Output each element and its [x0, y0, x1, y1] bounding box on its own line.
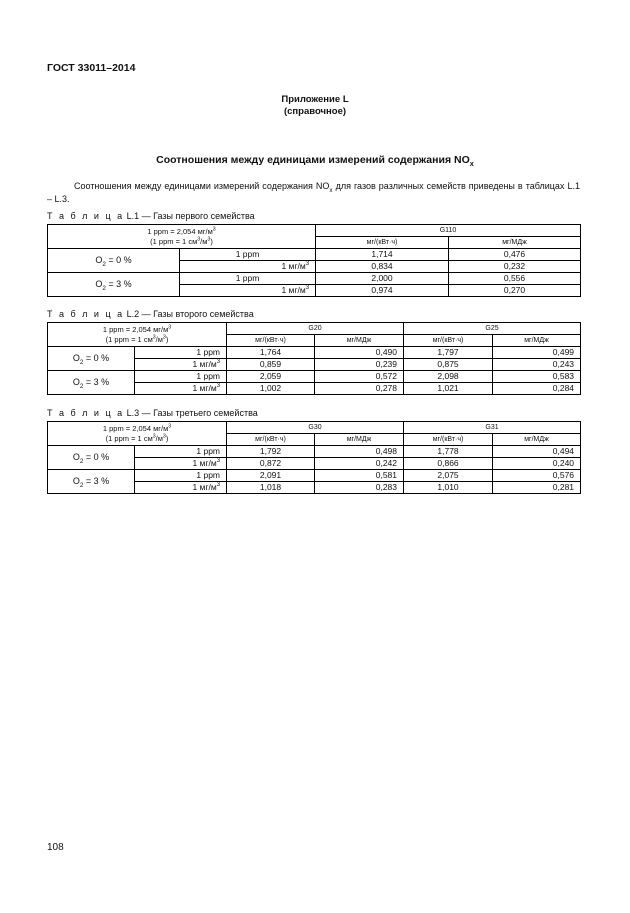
cell: 0,872: [227, 458, 315, 470]
cell: 0,283: [315, 482, 404, 494]
cell: 2,000: [316, 273, 449, 285]
annex-subtitle: (справочное): [283, 106, 347, 117]
o2-0-label: $O_2 = 0$ %: [48, 446, 135, 470]
cell: 2,075: [404, 470, 493, 482]
unit-ppm: 1 ppm: [135, 470, 227, 482]
section-title-text: Соотношения между единицами измерений содержания NO: [156, 154, 470, 166]
unit-mg-kwh: мг/(кВт·ч): [227, 335, 315, 347]
section-title-subscript: x: [469, 159, 474, 169]
annex-title: Приложение L: [281, 94, 349, 105]
unit-ppm: 1 ppm: [135, 446, 227, 458]
unit-ppm: 1 ppm: [180, 249, 316, 261]
unit-ppm: 1 ppm: [180, 273, 316, 285]
table2-caption-prefix: Т а б л и ц а: [47, 309, 125, 319]
units-header: 1 ppm = 2,054 $мг/м^3$ (1 ppm = 1 $см^3/м^3$): [48, 323, 227, 347]
cell: 1,714: [316, 249, 449, 261]
cell: 0,494: [493, 446, 581, 458]
cell: 0,859: [227, 359, 315, 371]
o2-3-label: $O_2 = 3$ %: [48, 371, 135, 395]
unit-mgm3: 1 $мг/м^3$: [135, 482, 227, 494]
table3-caption-text: L.3 — Газы третьего семейства: [124, 408, 258, 418]
para-text-1: Соотношения между единицами измерений содержания NO: [74, 181, 330, 191]
unit-mgm3: 1 $мг/м^3$: [135, 458, 227, 470]
cell: 0,243: [493, 359, 581, 371]
gas-header-1: G20: [227, 323, 404, 335]
table1-caption: [47, 211, 255, 221]
gas-header-1: G30: [227, 422, 404, 434]
cell: 1,018: [227, 482, 315, 494]
unit-mg-kwh: мг/(кВт·ч): [404, 434, 493, 446]
o2-3-label: $O_2 = 3$ %: [48, 470, 135, 494]
cell: 0,581: [315, 470, 404, 482]
unit-ppm: 1 ppm: [135, 371, 227, 383]
cell: 0,476: [449, 249, 581, 261]
table1-caption-text: L.1 — Газы первого семейства: [124, 211, 255, 221]
cell: 0,270: [449, 285, 581, 297]
para-subscript: x: [329, 186, 333, 194]
cell: 0,278: [315, 383, 404, 395]
cell: 2,098: [404, 371, 493, 383]
table3-caption-prefix: Т а б л и ц а: [47, 408, 125, 418]
cell: 0,834: [316, 261, 449, 273]
cell: 0,866: [404, 458, 493, 470]
table1-caption-prefix: Т а б л и ц а: [47, 211, 125, 221]
gas-header-2: G31: [404, 422, 581, 434]
o2-0-label: $O_2 = 0$ %: [48, 347, 135, 371]
cell: 0,239: [315, 359, 404, 371]
table3-caption: [47, 408, 258, 418]
table2-caption: [47, 309, 254, 319]
table2-caption-text: L.2 — Газы второго семейства: [124, 309, 254, 319]
unit-mg-kwh: мг/(кВт·ч): [316, 237, 449, 249]
table-l2: [47, 322, 581, 395]
cell: 0,240: [493, 458, 581, 470]
cell: 2,091: [227, 470, 315, 482]
cell: 0,284: [493, 383, 581, 395]
section-title: [0, 154, 630, 169]
cell: 1,010: [404, 482, 493, 494]
table-l3: [47, 421, 581, 494]
cell: 1,797: [404, 347, 493, 359]
units-header: 1 ppm = 2,054 $мг/м^3$ (1 ppm = 1 $см^3/м^3$): [48, 422, 227, 446]
unit-mg-mj: мг/МДж: [449, 237, 581, 249]
intro-paragraph: [47, 180, 580, 205]
cell: 0,576: [493, 470, 581, 482]
cell: 1,764: [227, 347, 315, 359]
gas-header-2: G25: [404, 323, 581, 335]
cell: 1,021: [404, 383, 493, 395]
cell: 0,281: [493, 482, 581, 494]
o2-3-label: $O_2 = 3$ %: [48, 273, 180, 297]
cell: 0,490: [315, 347, 404, 359]
o2-0-label: $O_2 = 0$ %: [48, 249, 180, 273]
cell: 1,792: [227, 446, 315, 458]
gas-header: G110: [316, 225, 581, 237]
cell: 1,002: [227, 383, 315, 395]
unit-mgm3: 1 $мг/м^3$: [180, 285, 316, 297]
unit-mg-mj: мг/МДж: [315, 434, 404, 446]
cell: 0,232: [449, 261, 581, 273]
unit-mg-mj: мг/МДж: [315, 335, 404, 347]
cell: 0,556: [449, 273, 581, 285]
unit-mg-mj: мг/МДж: [493, 434, 581, 446]
unit-mgm3: 1 $мг/м^3$: [180, 261, 316, 273]
unit-ppm: 1 ppm: [135, 347, 227, 359]
standard-header: ГОСТ 33011–2014: [47, 62, 136, 74]
para-text-2: для газов различных семейств приведены в таблицах L.1 – L.3.: [47, 181, 580, 204]
unit-mg-mj: мг/МДж: [493, 335, 581, 347]
annex-heading: [0, 94, 630, 118]
unit-mg-kwh: мг/(кВт·ч): [404, 335, 493, 347]
cell: 0,242: [315, 458, 404, 470]
cell: 0,572: [315, 371, 404, 383]
table-l1: [47, 224, 581, 297]
unit-mg-kwh: мг/(кВт·ч): [227, 434, 315, 446]
unit-mgm3: 1 $мг/м^3$: [135, 359, 227, 371]
cell: 0,583: [493, 371, 581, 383]
cell: 0,974: [316, 285, 449, 297]
cell: 0,875: [404, 359, 493, 371]
unit-mgm3: 1 $мг/м^3$: [135, 383, 227, 395]
cell: 2,059: [227, 371, 315, 383]
page-number: 108: [47, 842, 64, 853]
cell: 0,499: [493, 347, 581, 359]
units-header: 1 ppm = 2,054 $мг/м^3$ (1 ppm = 1 $см^3/м^3$): [48, 225, 316, 249]
cell: 0,498: [315, 446, 404, 458]
cell: 1,778: [404, 446, 493, 458]
